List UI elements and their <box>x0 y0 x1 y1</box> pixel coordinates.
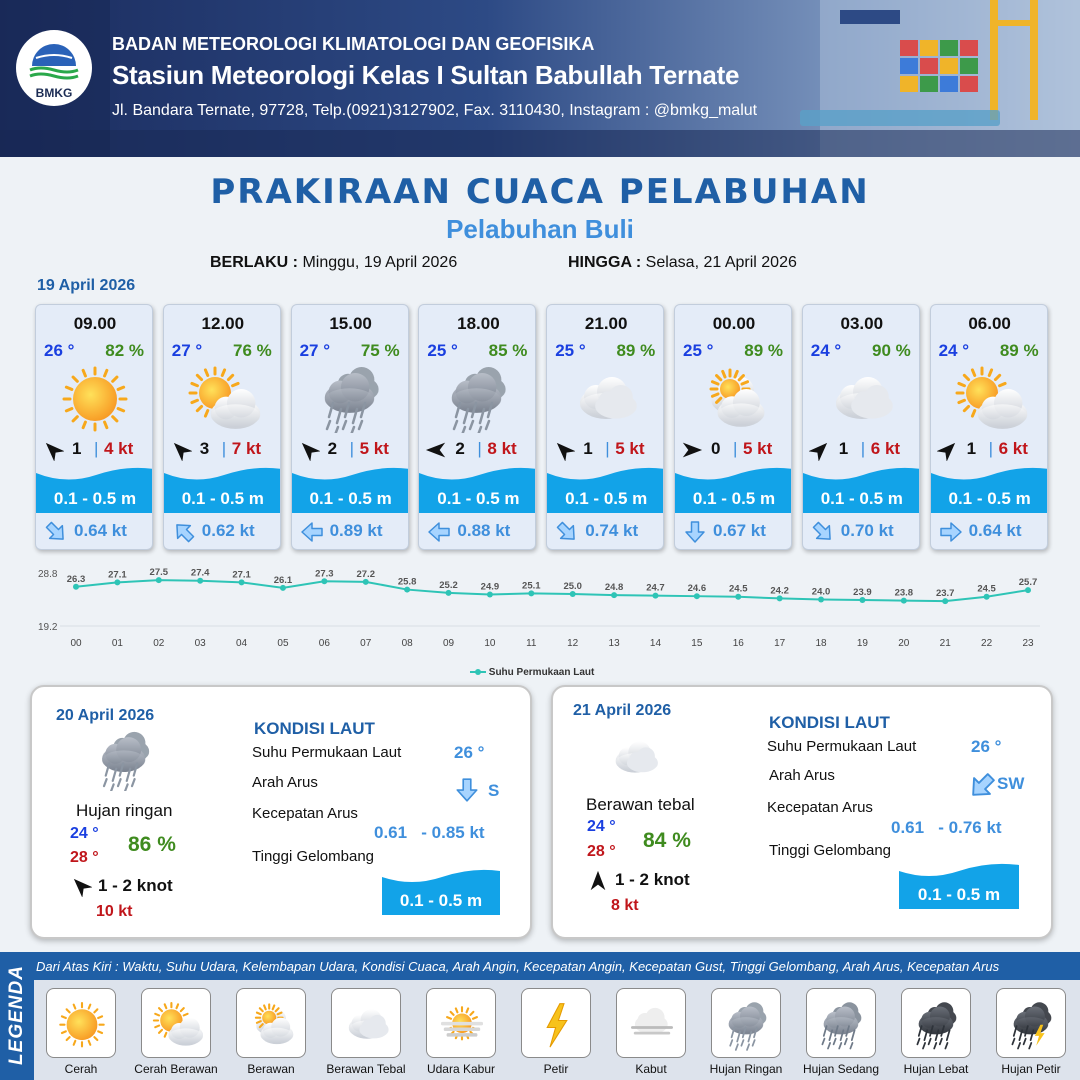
forecast-wind <box>298 437 406 461</box>
sst-data-label: 27.5 <box>149 567 169 579</box>
legend-item-hujan-petir <box>996 988 1066 1058</box>
day2-wind-dir-icon <box>70 875 92 897</box>
legend-label: Kabut <box>635 1062 667 1076</box>
wind-direction-icon <box>553 439 575 461</box>
day2-sst: 26 ° <box>454 743 485 762</box>
sst-data-label: 27.4 <box>190 567 210 579</box>
forecast-gust: 8 kt <box>487 439 517 458</box>
forecast-wave-height: 0.1 - 0.5 m <box>565 489 648 508</box>
sst-data-label: 27.1 <box>108 569 127 581</box>
forecast-current-speed: 0.70 kt <box>840 521 894 540</box>
day1-date: 19 April 2026 <box>37 277 136 294</box>
forecast-time: 18.00 <box>457 314 500 333</box>
wind-separator: | <box>94 439 99 458</box>
chart-legend <box>470 667 594 678</box>
forecast-wind-speed: 2 <box>327 439 338 458</box>
legend-label: Hujan Ringan <box>709 1062 783 1076</box>
forecast-time: 15.00 <box>329 314 372 333</box>
forecast-time: 12.00 <box>201 314 245 333</box>
legend-item-kabut <box>616 988 686 1058</box>
sst-data-label: 24.8 <box>604 582 624 594</box>
forecast-gust: 5 kt <box>615 439 645 458</box>
x-tick-label: 07 <box>360 638 372 649</box>
legend-item-berawan-tebal <box>331 988 401 1058</box>
legend-description-bar <box>34 952 1080 980</box>
day3-current-speed-label: Kecepatan Arus <box>767 799 873 816</box>
forecast-current <box>679 519 789 545</box>
x-tick-label: 06 <box>318 638 330 649</box>
wind-direction-icon <box>298 439 320 461</box>
day2-temp-max: 28 ° <box>70 849 99 866</box>
forecast-wind <box>809 437 917 461</box>
forecast-card <box>291 304 409 550</box>
legend-label: Hujan Sedang <box>802 1062 880 1076</box>
forecast-gust: 5 kt <box>359 439 389 458</box>
legend-item-cerah-berawan <box>141 988 211 1058</box>
hujan-sedang-icon <box>814 996 870 1052</box>
forecast-gust: 4 kt <box>104 439 134 458</box>
agency-name: BADAN METEOROLOGI KLIMATOLOGI DAN GEOFISIKA <box>112 34 595 54</box>
station-address: Jl. Bandara Ternate, 97728, Telp.(0921)3127902, Fax. 3110430, Instagram : @bmkg_malut <box>112 102 758 119</box>
legend-item-petir <box>521 988 591 1058</box>
hujan-petir-icon <box>1004 996 1060 1052</box>
day3-wave: 0.1 - 0.5 m <box>917 885 1001 904</box>
forecast-wave-height: 0.1 - 0.5 m <box>820 489 903 508</box>
current-direction-icon <box>555 520 579 544</box>
sst-data-label: 25.7 <box>1018 577 1038 589</box>
hujan-ringan-icon <box>719 996 775 1052</box>
wind-direction-icon <box>42 439 64 461</box>
forecast-time: 03.00 <box>840 314 884 333</box>
cerah-berawan-weather-icon <box>183 363 263 433</box>
x-tick-label: 05 <box>277 638 289 649</box>
sst-data-label: 24.9 <box>480 581 500 593</box>
forecast-wind-speed: 1 <box>838 439 849 458</box>
forecast-current-speed: 0.74 kt <box>585 521 639 540</box>
current-direction-icon <box>44 520 68 544</box>
forecast-card <box>930 304 1048 550</box>
legend <box>0 952 1080 1080</box>
forecast-current <box>551 519 661 545</box>
day3-panel <box>551 685 1053 939</box>
day2-current-speed-label: Kecepatan Arus <box>252 805 358 822</box>
wind-direction-icon <box>170 439 192 461</box>
day3-current-dir-label: Arah Arus <box>769 767 835 784</box>
day3-sst-label: Suhu Permukaan Laut <box>767 738 917 755</box>
forecast-current <box>423 519 533 545</box>
forecast-current <box>296 519 406 545</box>
hujan-ringan-icon <box>90 727 160 791</box>
forecast-wind-speed: 3 <box>199 439 210 458</box>
legend-item-berawan <box>236 988 306 1058</box>
current-direction-icon <box>172 520 196 544</box>
sst-data-label: 24.6 <box>687 583 707 595</box>
x-tick-label: 10 <box>484 638 496 649</box>
day3-wind: 1 - 2 knot <box>615 870 690 889</box>
forecast-wind <box>681 437 789 461</box>
forecast-humidity: 89 % <box>616 341 656 360</box>
logo-text: BMKG <box>35 86 73 100</box>
udara-kabur-icon <box>434 996 490 1052</box>
cerah-icon <box>54 996 110 1052</box>
petir-icon <box>529 996 585 1052</box>
forecast-current <box>935 519 1045 545</box>
forecast-card <box>418 304 536 550</box>
x-tick-label: 13 <box>608 638 620 649</box>
x-tick-label: 01 <box>111 638 123 649</box>
forecast-time: 06.00 <box>968 314 1011 333</box>
forecast-current <box>40 519 150 545</box>
x-tick-label: 14 <box>649 638 662 649</box>
forecast-humidity: 76 % <box>233 341 272 360</box>
forecast-current-speed: 0.67 kt <box>713 521 766 540</box>
valid-from-value: Minggu, 19 April 2026 <box>302 254 458 271</box>
sst-data-label: 27.1 <box>232 569 251 581</box>
forecast-current-speed: 0.62 kt <box>201 521 255 540</box>
x-tick-label: 00 <box>70 638 82 649</box>
forecast-gust: 6 kt <box>870 439 901 458</box>
valid-to <box>568 254 797 272</box>
sst-data-label: 23.7 <box>935 588 955 600</box>
wind-separator: | <box>477 439 482 458</box>
forecast-current-speed: 0.64 kt <box>968 521 1022 540</box>
x-tick-label: 12 <box>567 638 579 649</box>
forecast-card <box>163 304 281 550</box>
wind-separator: | <box>988 439 994 458</box>
day3-current-arrow-icon <box>967 771 997 801</box>
forecast-current <box>168 519 278 545</box>
day2-wave-label: Tinggi Gelombang <box>252 848 375 865</box>
x-tick-label: 23 <box>1022 638 1034 649</box>
forecast-current-speed: 0.88 kt <box>457 521 511 540</box>
x-tick-label: 22 <box>981 638 993 649</box>
y-tick-label: 28.8 <box>38 569 58 580</box>
day3-humidity: 84 % <box>643 829 691 852</box>
berawan-tebal-icon <box>603 731 667 783</box>
sst-data-label: 27.2 <box>356 568 375 580</box>
forecast-card <box>802 304 920 550</box>
chart-legend-marker <box>470 668 486 676</box>
legend-item-hujan-lebat <box>901 988 971 1058</box>
forecast-wind <box>42 437 150 461</box>
day2-wave: 0.1 - 0.5 m <box>399 891 483 910</box>
day2-humidity: 86 % <box>128 833 176 856</box>
x-tick-label: 20 <box>898 638 910 649</box>
x-tick-label: 18 <box>815 638 827 649</box>
forecast-wind-speed: 2 <box>455 439 465 458</box>
forecast-wind-speed: 1 <box>583 439 593 458</box>
station-name: Stasiun Meteorologi Kelas I Sultan Babullah Ternate <box>112 60 740 90</box>
day2-current-speed: 0.61 - 0.85 kt <box>374 823 485 842</box>
legend-item-cerah <box>46 988 116 1058</box>
forecast-time: 21.00 <box>584 314 628 333</box>
x-tick-label: 21 <box>939 638 951 649</box>
cerah-weather-icon <box>55 363 135 433</box>
day3-sea-title: KONDISI LAUT <box>769 713 890 732</box>
day3-gust: 8 kt <box>611 897 639 914</box>
x-tick-label: 11 <box>526 638 537 649</box>
chart-legend-label: Suhu Permukaan Laut <box>488 667 595 678</box>
sst-data-label: 24.2 <box>770 585 789 597</box>
forecast-wave-height: 0.1 - 0.5 m <box>948 489 1031 508</box>
x-tick-label: 19 <box>856 638 868 649</box>
sst-data-label: 25.2 <box>439 579 458 591</box>
forecast-card <box>674 304 792 550</box>
legend-label: Udara Kabur <box>426 1062 496 1076</box>
day2-condition: Hujan ringan <box>76 801 173 820</box>
sst-data-label: 25.8 <box>397 576 417 588</box>
x-tick-label: 15 <box>691 638 703 649</box>
port-name: Pelabuhan Buli <box>446 214 634 244</box>
legend-item-udara-kabur <box>426 988 496 1058</box>
legend-label: Hujan Lebat <box>903 1062 969 1076</box>
legend-label: Berawan Tebal <box>326 1062 406 1076</box>
forecast-card <box>35 304 153 550</box>
wind-separator: | <box>605 439 610 458</box>
forecast-humidity: 89 % <box>744 341 783 360</box>
berawan-weather-icon <box>694 363 774 433</box>
kabut-icon <box>624 996 680 1052</box>
x-tick-label: 02 <box>153 638 165 649</box>
day3-wave-label: Tinggi Gelombang <box>769 842 892 859</box>
legend-label: Petir <box>543 1062 569 1076</box>
forecast-temp: 24 ° <box>938 341 970 360</box>
current-direction-icon <box>427 520 451 544</box>
forecast-wave-height: 0.1 - 0.5 m <box>437 489 520 508</box>
current-direction-icon <box>300 520 324 544</box>
bmkg-logo <box>16 30 92 106</box>
forecast-wave-height: 0.1 - 0.5 m <box>53 489 137 508</box>
forecast-wind <box>937 437 1045 461</box>
legend-item-hujan-ringan <box>711 988 781 1058</box>
sst-data-label: 25.1 <box>522 580 541 592</box>
wind-separator: | <box>221 439 227 458</box>
legend-label: Berawan <box>247 1062 295 1076</box>
day3-sst: 26 ° <box>971 737 1002 756</box>
forecast-card <box>546 304 664 550</box>
forecast-wind <box>425 437 533 461</box>
current-direction-icon <box>811 520 835 544</box>
day3-condition: Berawan tebal <box>586 795 695 814</box>
forecast-gust: 6 kt <box>998 439 1028 458</box>
day2-weather-icon <box>90 727 160 791</box>
forecast-wind-speed: 1 <box>72 439 82 458</box>
valid-from-label: BERLAKU : <box>210 254 298 271</box>
x-tick-label: 09 <box>442 638 455 649</box>
sst-data-label: 23.9 <box>853 587 872 599</box>
forecast-gust: 7 kt <box>231 439 262 458</box>
berawan-tebal-icon <box>339 996 395 1052</box>
hujan-ringan-weather-icon <box>311 363 391 433</box>
day3-temp-max: 28 ° <box>587 843 616 860</box>
forecast-humidity: 85 % <box>488 341 528 360</box>
day2-sst-label: Suhu Permukaan Laut <box>252 744 402 761</box>
forecast-humidity: 90 % <box>872 341 911 360</box>
forecast-temp: 27 ° <box>171 341 203 360</box>
forecast-temp: 24 ° <box>810 341 842 360</box>
legend-description: Dari Atas Kiri : Waktu, Suhu Udara, Kelembapan Udara, Kondisi Cuaca, Arah Angin, Kecepatan Angin, Kecepatan Gust, Tinggi Gelombang, Arah Arus, Kecepatan Arus <box>36 959 1000 974</box>
day2-temp-min: 24 ° <box>70 825 99 842</box>
forecast-gust: 5 kt <box>743 439 773 458</box>
sst-data-label: 24.0 <box>811 586 831 598</box>
forecast-wave-height: 0.1 - 0.5 m <box>181 489 264 508</box>
wind-direction-icon <box>681 439 703 461</box>
legend-label: Cerah Berawan <box>134 1062 218 1076</box>
forecast-wind-speed: 0 <box>711 439 721 458</box>
sst-data-label: 24.5 <box>729 583 748 595</box>
day2-wind: 1 - 2 knot <box>98 876 173 895</box>
sst-data-label: 23.8 <box>894 587 914 599</box>
forecast-wind-speed: 1 <box>966 439 977 458</box>
x-tick-label: 17 <box>774 638 786 649</box>
day3-date: 21 April 2026 <box>573 702 672 719</box>
forecast-current-speed: 0.89 kt <box>329 521 383 540</box>
day2-panel <box>30 685 532 939</box>
page-title: PRAKIRAAN CUACA PELABUHAN <box>210 172 870 212</box>
sst-data-label: 24.7 <box>646 582 665 594</box>
wind-direction-icon <box>809 439 831 461</box>
day2-date: 20 April 2026 <box>56 707 155 724</box>
day2-current-dir-label: Arah Arus <box>252 774 318 791</box>
forecast-time: 09.00 <box>73 314 117 333</box>
cerah-berawan-icon <box>149 996 205 1052</box>
sst-data-label: 25.0 <box>563 580 582 592</box>
wind-separator: | <box>349 439 355 458</box>
forecast-wave-height: 0.1 - 0.5 m <box>309 489 392 508</box>
wind-separator: | <box>733 439 738 458</box>
y-tick-label: 19.2 <box>38 622 58 633</box>
header-banner <box>0 0 1080 157</box>
legend-label: Cerah <box>64 1062 98 1076</box>
day2-sea-title: KONDISI LAUT <box>254 719 375 738</box>
current-direction-icon <box>939 520 963 544</box>
forecast-temp: 26 ° <box>44 341 75 360</box>
day2-current-dir: S <box>488 781 500 800</box>
x-tick-label: 16 <box>732 638 744 649</box>
forecast-wind <box>553 437 661 461</box>
wind-direction-icon <box>937 439 959 461</box>
forecast-humidity: 82 % <box>105 341 144 360</box>
valid-to-value: Selasa, 21 April 2026 <box>645 254 797 271</box>
sst-data-label: 24.5 <box>977 583 996 595</box>
valid-from <box>210 254 457 272</box>
berawan-tebal-weather-icon <box>566 363 646 433</box>
forecast-humidity: 89 % <box>999 341 1039 360</box>
forecast-temp: 25 ° <box>683 341 714 360</box>
valid-to-label: HINGGA : <box>568 254 642 271</box>
day3-current-dir: SW <box>997 774 1025 793</box>
sst-series-line <box>76 580 1028 601</box>
x-tick-label: 03 <box>194 638 206 649</box>
sst-data-label: 26.1 <box>273 574 293 586</box>
forecast-temp: 25 ° <box>427 341 458 360</box>
legend-side-bar <box>0 952 34 1080</box>
wind-direction-icon <box>425 439 447 461</box>
forecast-temp: 25 ° <box>555 341 586 360</box>
sst-data-label: 27.3 <box>315 568 334 580</box>
legend-item-hujan-sedang <box>806 988 876 1058</box>
forecast-current <box>807 519 917 545</box>
legend-label: Hujan Petir <box>1001 1062 1061 1076</box>
current-direction-icon <box>683 520 707 544</box>
berawan-icon <box>244 996 300 1052</box>
forecast-current-speed: 0.64 kt <box>74 521 127 540</box>
wind-separator: | <box>860 439 866 458</box>
legend-title: LEGENDA <box>6 965 27 1065</box>
forecast-wind <box>170 437 278 461</box>
forecast-humidity: 75 % <box>360 341 400 360</box>
forecast-wave-height: 0.1 - 0.5 m <box>692 489 776 508</box>
x-tick-label: 04 <box>236 638 248 649</box>
forecast-temp: 27 ° <box>299 341 331 360</box>
x-tick-label: 08 <box>401 638 413 649</box>
cerah-berawan-weather-icon <box>950 363 1030 433</box>
day2-gust: 10 kt <box>96 903 133 920</box>
day3-temp-min: 24 ° <box>587 818 616 835</box>
hujan-lebat-icon <box>909 996 965 1052</box>
hujan-ringan-weather-icon <box>438 363 518 433</box>
day2-current-arrow-icon <box>454 775 480 805</box>
berawan-tebal-weather-icon <box>822 363 902 433</box>
forecast-time: 00.00 <box>712 314 756 333</box>
sst-data-label: 26.3 <box>66 573 86 585</box>
day3-current-speed: 0.61 - 0.76 kt <box>891 818 1002 837</box>
day3-wind-dir-icon <box>587 870 609 892</box>
day3-weather-icon <box>603 731 667 783</box>
